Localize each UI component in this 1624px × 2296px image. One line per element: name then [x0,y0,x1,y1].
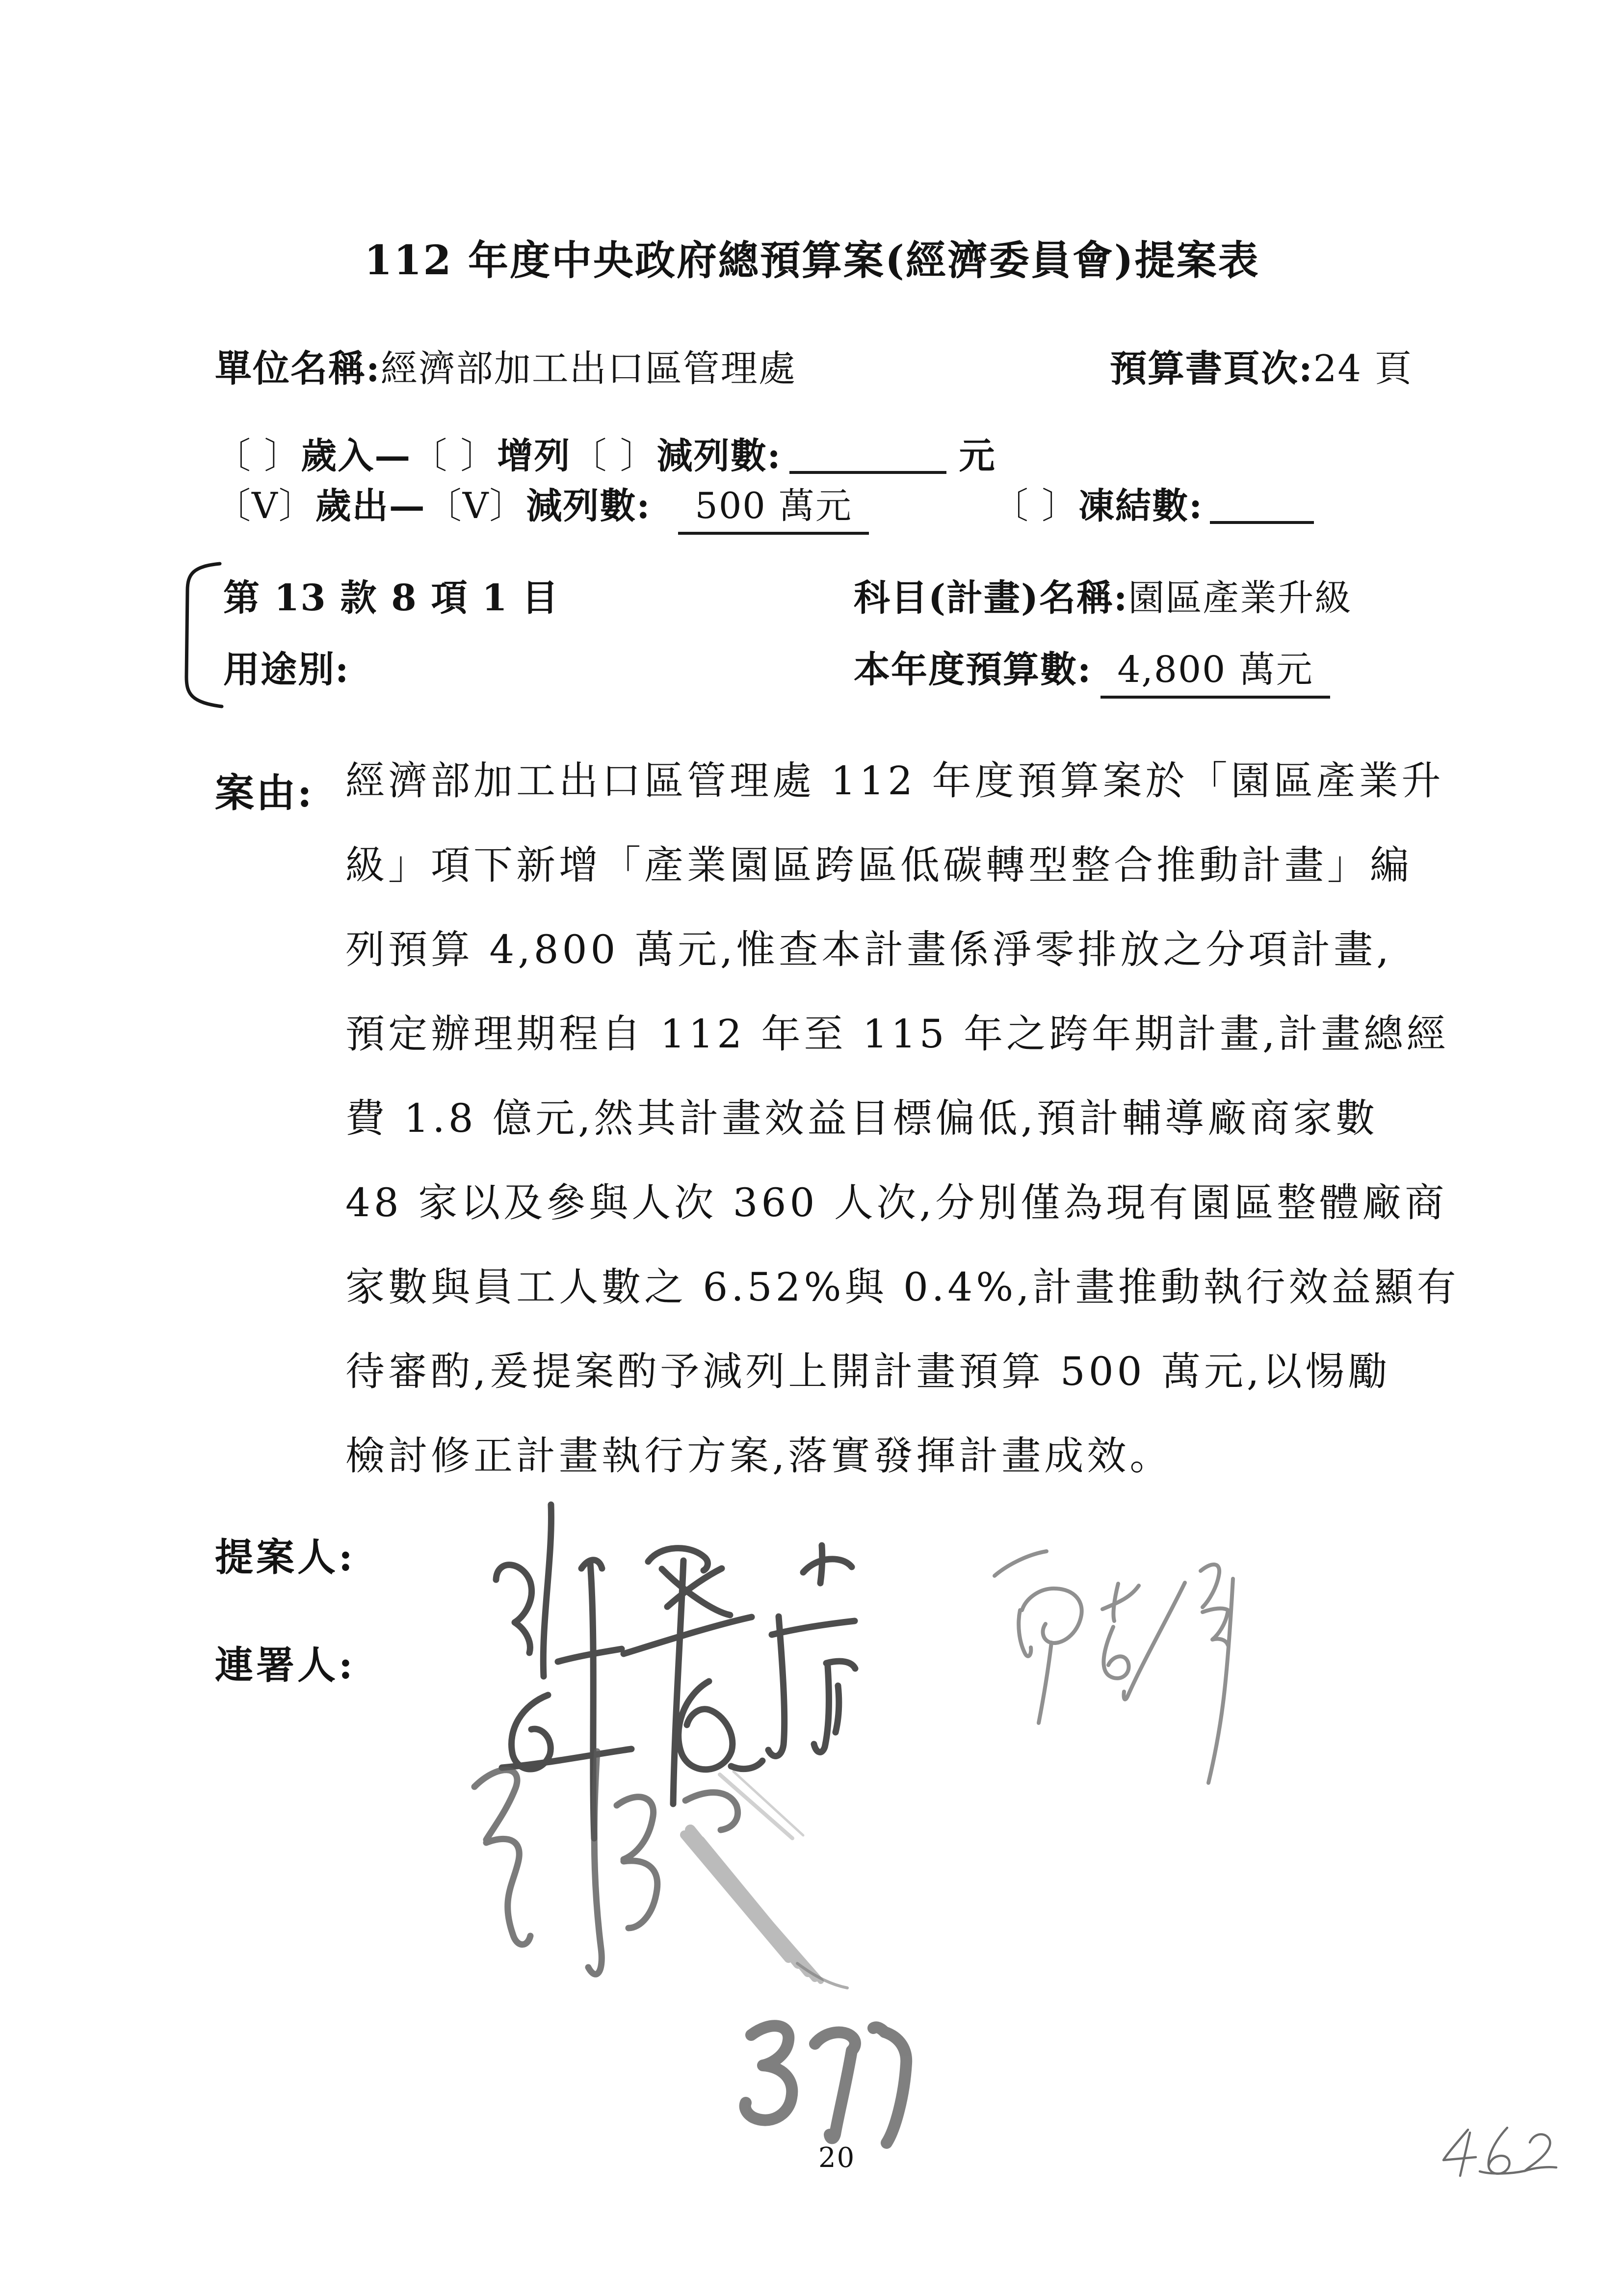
budget-page-row [1110,339,1413,392]
usage-line [223,641,349,693]
usage-label: 用途別: [223,649,350,691]
case-line: 48 家以及參與人次 360 人次,分別僅為現有園區整體廠商 [345,1180,1448,1226]
handwritten-number-462 [1433,2122,1575,2197]
unit-name-value: 經濟部加工出口區管理處 [380,347,796,390]
handwritten-462-ink [1433,2122,1575,2195]
expenditure-option-row [215,477,1314,528]
case-line: 待審酌,爰提案酌予減列上開計畫預算 500 萬元,以惕勵 [345,1349,1391,1394]
expenditure-label: 歲出 [315,485,389,527]
case-line: 列預算 4,800 萬元,惟查本計畫係淨零排放之分項計畫, [345,927,1392,972]
expenditure-decrease-amount: 500 萬元 [678,485,869,535]
subject-line [854,569,1352,621]
cosigner-signature-lower-ink [454,1742,876,2002]
freeze-amount-blank [1210,487,1314,524]
expenditure-dash: — [389,485,426,527]
freeze-label: 凍結數: [1078,485,1204,527]
revenue-dash: — [374,435,412,477]
year-budget-value: 4,800 萬元 [1100,649,1330,699]
unit-name-row [215,339,796,392]
revenue-unit-suffix: 元 [959,435,996,477]
expenditure-checkbox: 〔V〕 [215,485,315,527]
revenue-option-row [215,427,996,478]
revenue-label: 歲入 [301,435,375,477]
clause-text: 第 13 款 8 項 1 目 [223,577,559,619]
clause-line [223,569,559,621]
case-line: 經濟部加工出口區管理處 112 年度預算案於「園區產業升 [345,758,1444,804]
clause-bracket-ink [175,559,229,711]
unit-name-label: 單位名稱: [215,347,381,390]
case-line: 預定辦理期程自 112 年至 115 年之跨年期計畫,計畫總經 [345,1011,1449,1057]
freeze-checkbox: 〔 〕 [992,485,1079,527]
subject-label: 科目(計畫)名稱: [854,577,1128,619]
page-number: 20 [818,2142,856,2174]
budget-page-value: 24 頁 [1313,347,1413,390]
case-line: 家數與員工人數之 6.52%與 0.4%,計畫推動執行效益顯有 [345,1264,1460,1310]
year-budget-line [854,641,1330,693]
case-label: 案由: [215,770,314,816]
page-title: 112 年度中央政府總預算案(經濟委員會)提案表 [364,237,1260,284]
expenditure-decrease-checkbox: 〔V〕 [425,485,526,527]
case-line: 檢討修正計畫執行方案,落實發揮計畫成效。 [345,1433,1173,1479]
case-line: 級」項下新增「產業園區跨區低碳轉型整合推動計畫」編 [345,842,1413,888]
case-paragraph [345,739,1474,1498]
revenue-increase-label: 增列 [497,435,571,477]
expenditure-decrease-label: 減列數: [526,485,651,527]
subject-value: 園區產業升級 [1128,577,1352,619]
revenue-decrease-label: 減列數: [656,435,782,477]
revenue-increase-checkbox: 〔 〕 [411,435,498,477]
revenue-checkbox: 〔 〕 [215,435,301,477]
proposer-label: 提案人: [215,1535,356,1580]
handwritten-number-377 [733,2016,944,2151]
year-budget-label: 本年度預算數: [854,649,1092,691]
revenue-amount-blank [789,437,946,474]
revenue-decrease-checkbox: 〔 〕 [571,435,657,477]
case-line: 費 1.8 億元,然其計畫效益目標偏低,預計輔導廠商家數 [345,1096,1378,1141]
cosigner-label: 連署人: [215,1643,356,1688]
handwritten-377-ink [733,2016,944,2149]
budget-page-label: 預算書頁次: [1110,347,1313,390]
cosigner-signature-right-ink [974,1540,1249,1825]
